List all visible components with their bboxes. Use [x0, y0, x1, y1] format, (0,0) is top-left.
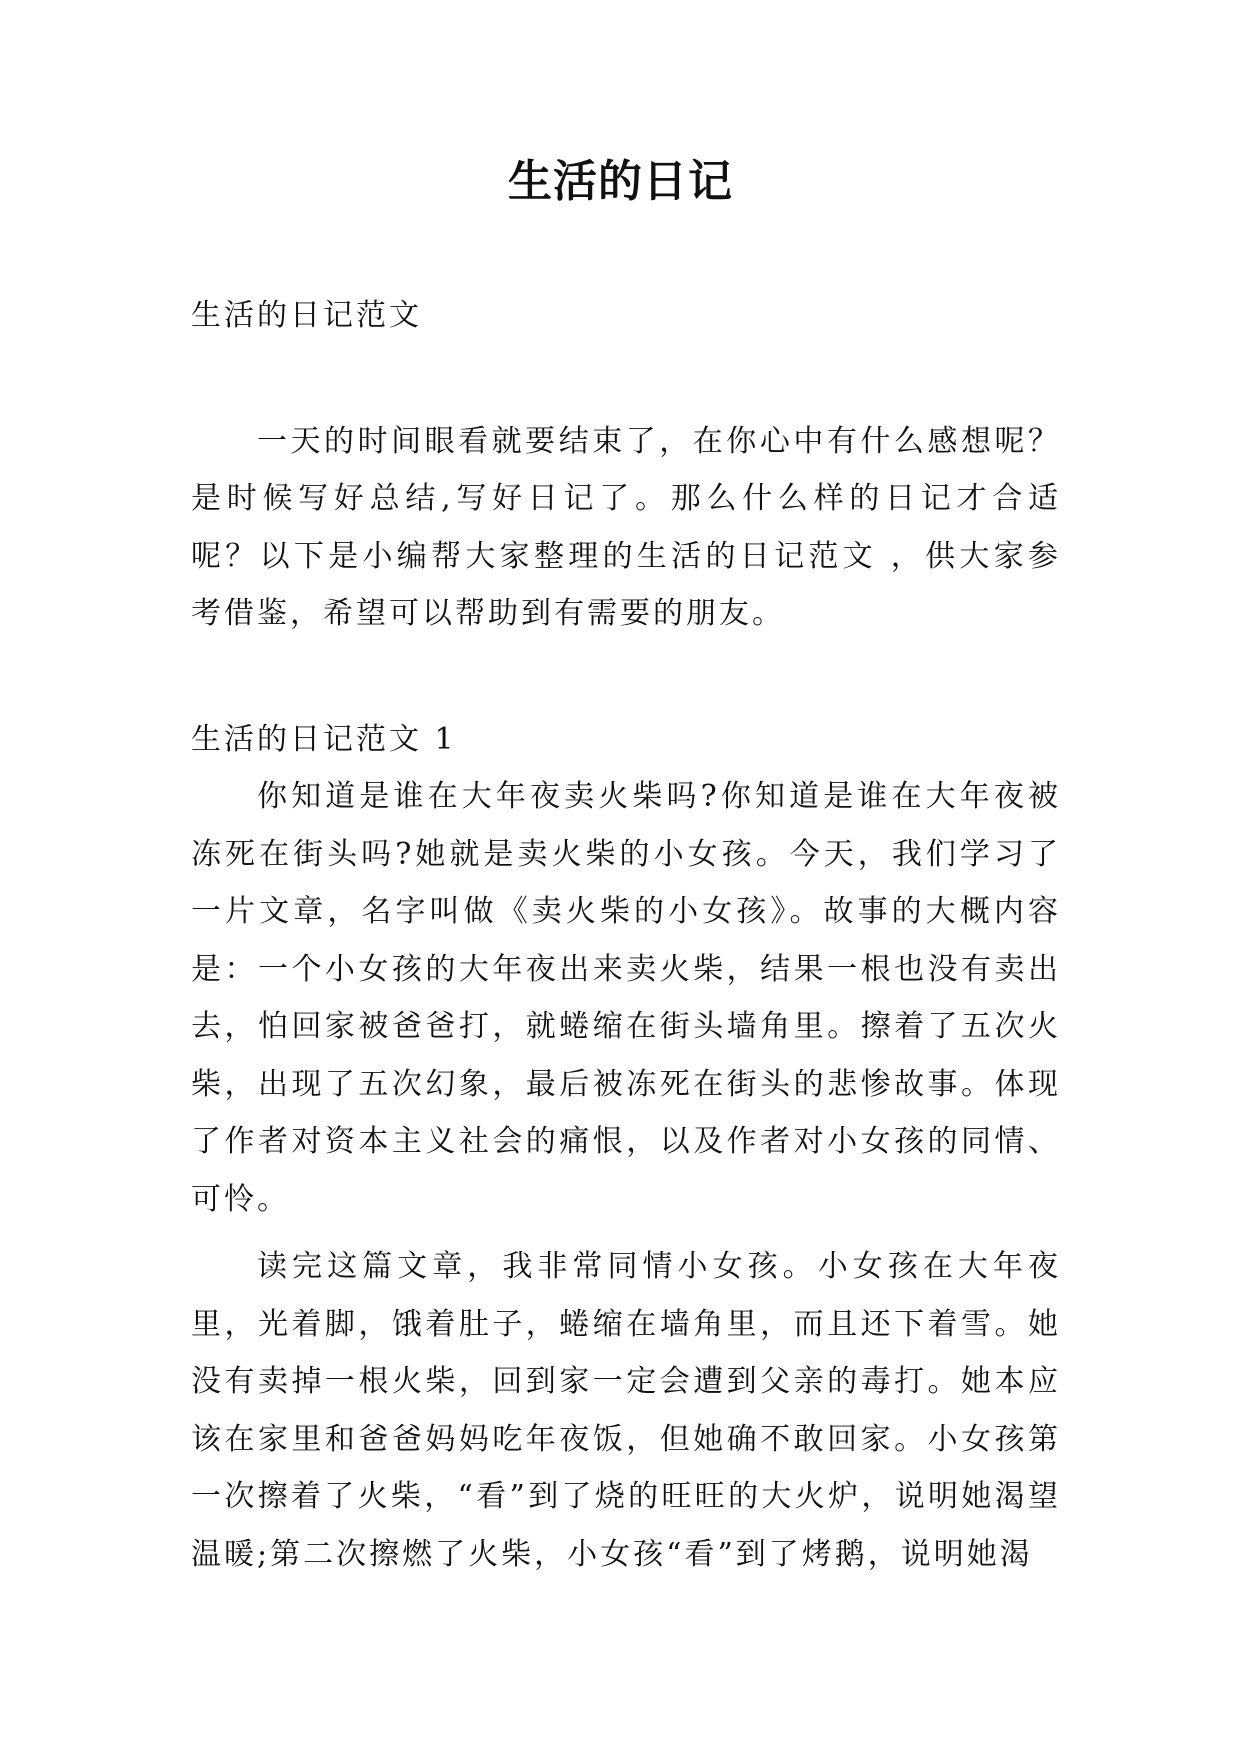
body-paragraph-2: 读完这篇文章，我非常同情小女孩。小女孩在大年夜里，光着脚，饿着肚子，蜷缩在墙角里，而且还下着雪。她没有卖掉一根火柴，回到家一定会遭到父亲的毒打。她本应该在家里和爸爸妈妈吃年夜饭，但她确不敢回家。小女孩第一次擦着了火柴，“看”到了烧的旺旺的大火炉，说明她渴望温暖;第二次擦燃了火柴，小女孩“看”到了烤鹅，说明她渴	[191, 1249, 1061, 1572]
document-body	[191, 287, 1061, 1583]
subtitle: 生活的日记范文	[191, 298, 422, 333]
section-heading: 生活的日记范文 1	[191, 721, 457, 757]
intro-paragraph: 一天的时间眼看就要结束了，在你心中有什么感想呢？是时候写好总结,写好日记了。那么什么样的日记才合适呢？以下是小编帮大家整理的生活的日记范文 ，供大家参考借鉴，希望可以帮助到有需要的朋友。	[191, 423, 1061, 631]
body-paragraph-1: 你知道是谁在大年夜卖火柴吗?你知道是谁在大年夜被冻死在街头吗?她就是卖火柴的小女孩。今天，我们学习了一片文章，名字叫做《卖火柴的小女孩》。故事的大概内容是：一个小女孩的大年夜出来卖火柴，结果一根也没有卖出去，怕回家被爸爸打，就蜷缩在街头墙角里。擦着了五次火柴，出现了五次幻象，最后被冻死在街头的悲惨故事。体现了作者对资本主义社会的痛恨，以及作者对小女孩的同情、可怜。	[191, 779, 1061, 1217]
document-title: 生活的日记	[508, 156, 733, 207]
